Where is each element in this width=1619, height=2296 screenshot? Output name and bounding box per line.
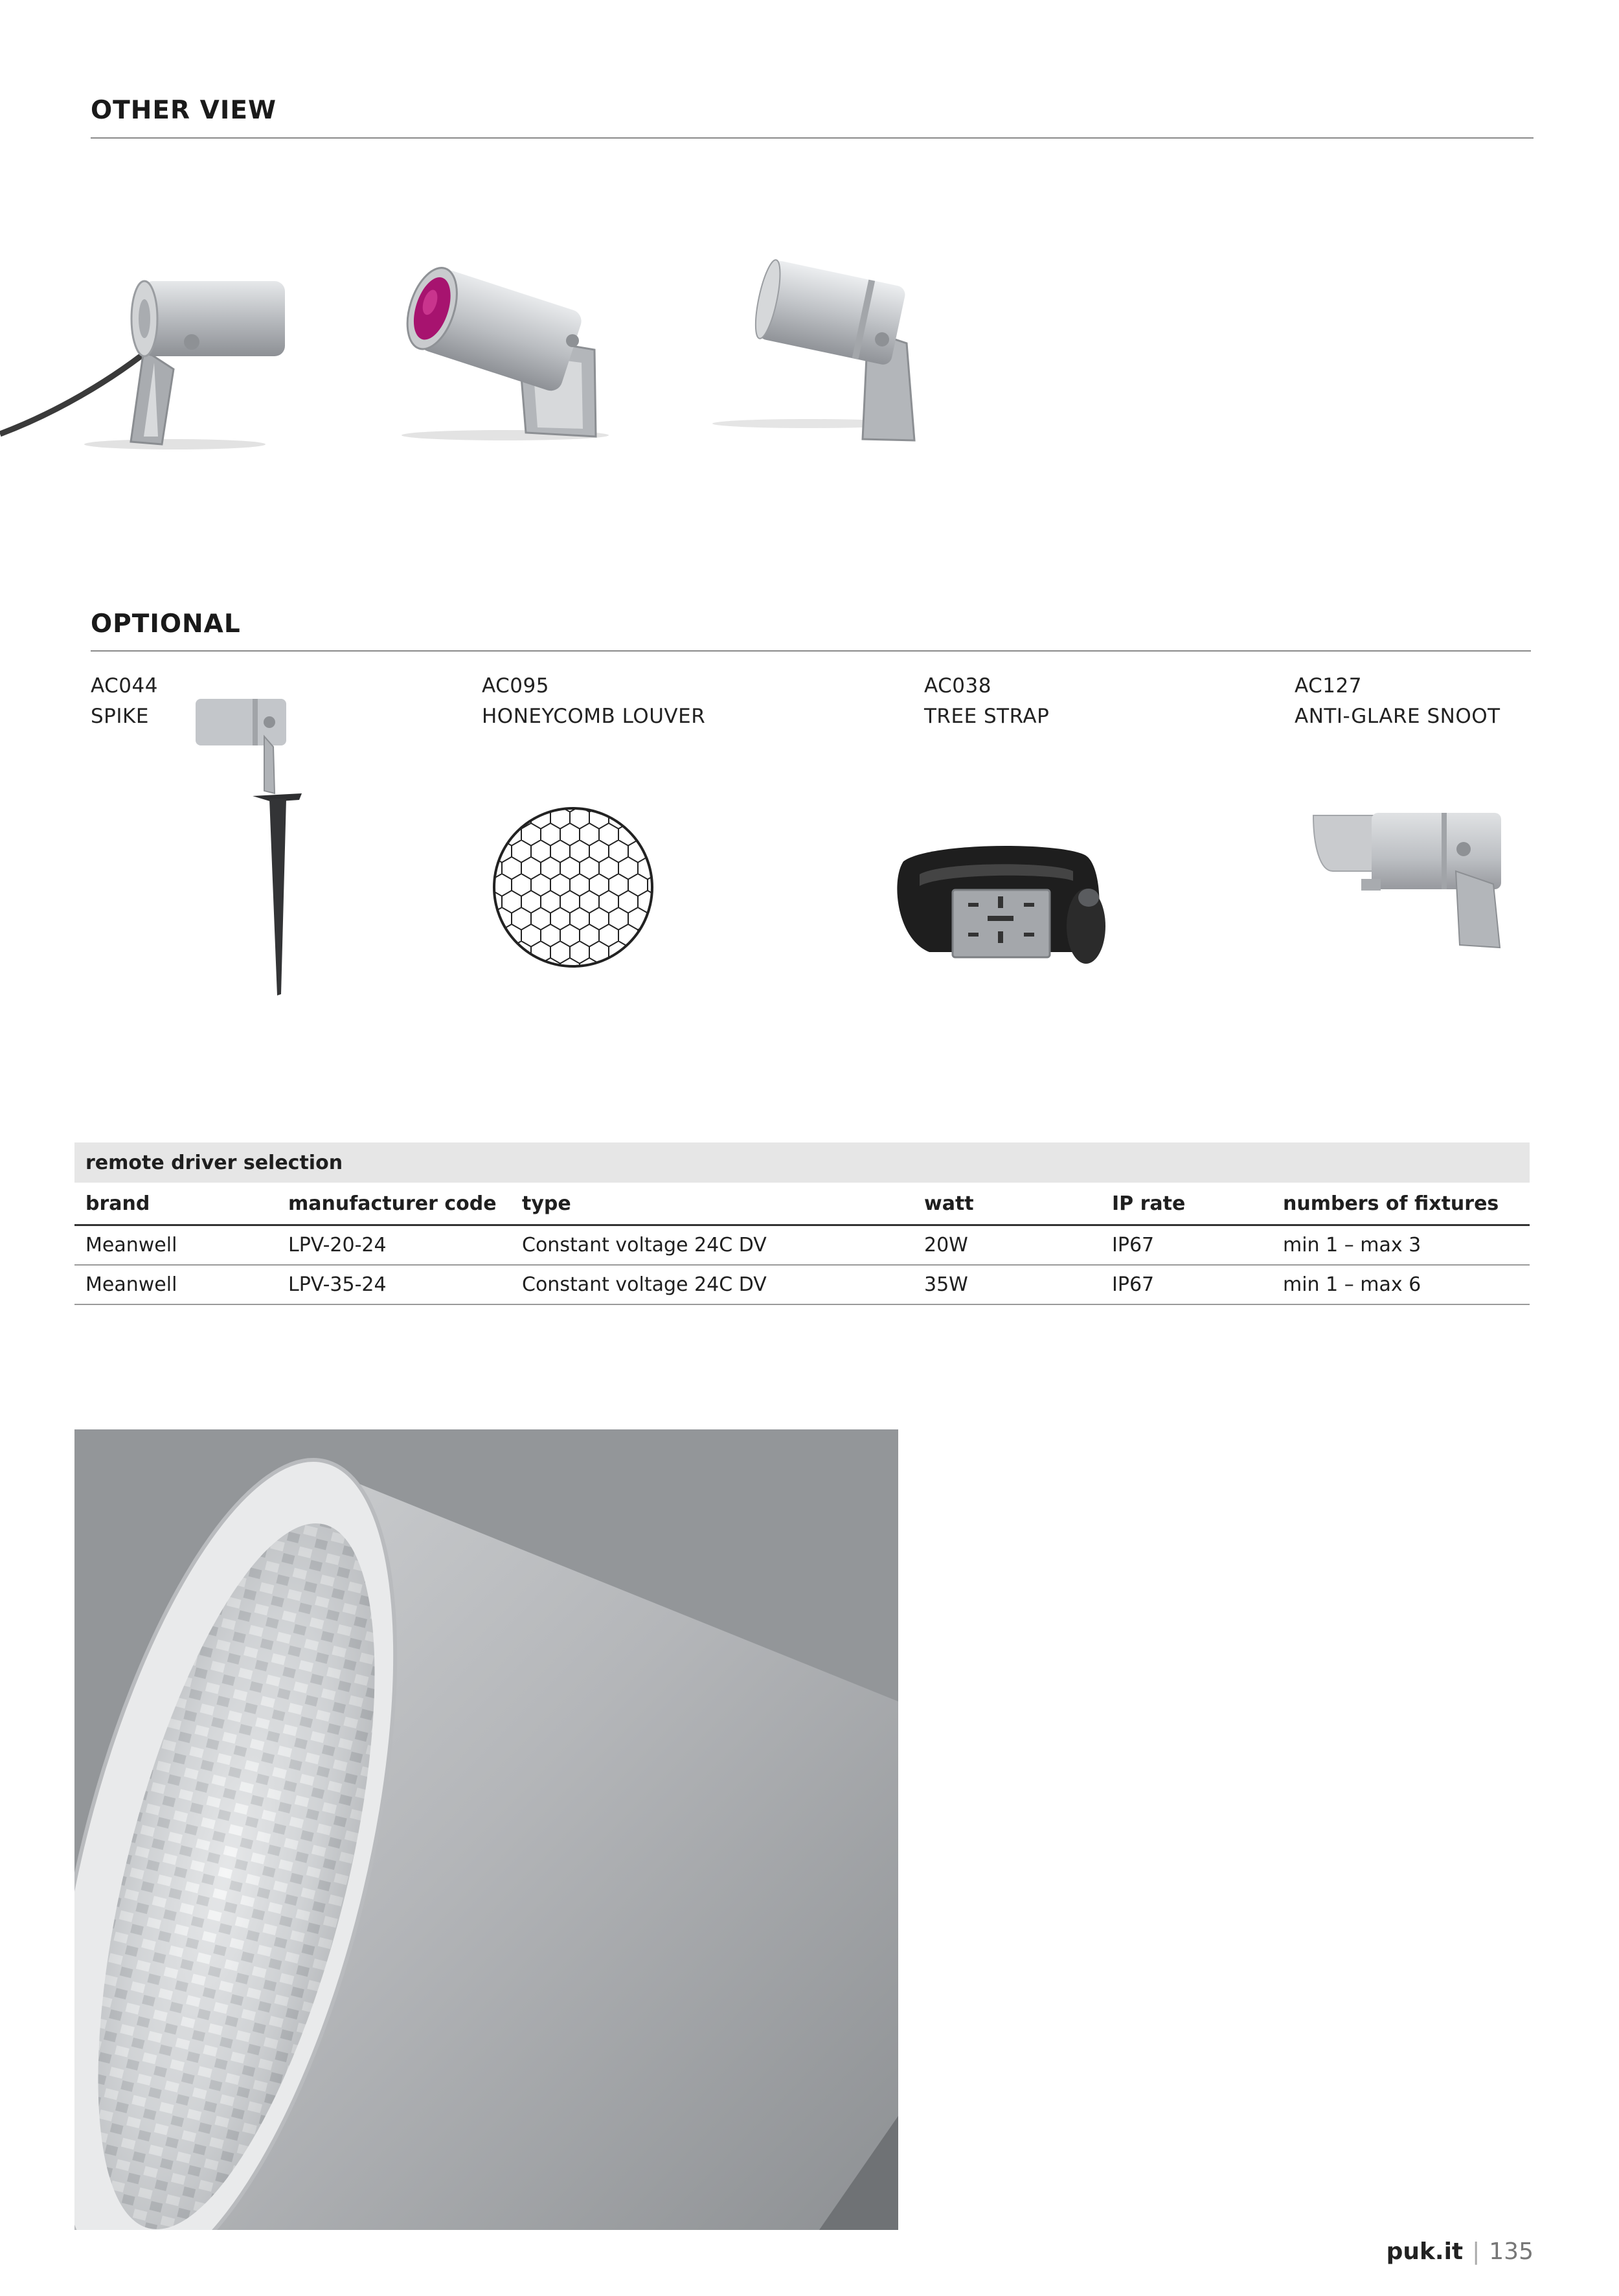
page-number: 135 — [1489, 2238, 1534, 2265]
col-header-manufacturer-code: manufacturer code — [277, 1183, 511, 1225]
cell-brand: Meanwell — [74, 1265, 277, 1304]
accessory-name: TREE STRAP — [924, 705, 1050, 728]
spike-image — [188, 696, 317, 1001]
accessory-code: AC095 — [482, 674, 549, 698]
accessory-name: SPIKE — [91, 705, 149, 728]
accessory-honeycomb-louver — [482, 671, 705, 732]
tree-strap-image — [890, 835, 1137, 978]
table-caption: remote driver selection — [74, 1142, 1530, 1183]
accessory-name: ANTI-GLARE SNOOT — [1295, 705, 1500, 728]
accessory-anti-glare-snoot — [1295, 671, 1500, 732]
optional-rule — [91, 650, 1531, 652]
product-view-side — [712, 259, 933, 453]
cell-fixtures: min 1 – max 6 — [1272, 1265, 1530, 1304]
cell-ip-rate: IP67 — [1101, 1225, 1272, 1266]
col-header-watt: watt — [913, 1183, 1101, 1225]
closeup-photo — [74, 1429, 898, 2230]
product-view-magenta-lens — [389, 259, 622, 453]
product-view-with-cable — [0, 253, 304, 460]
accessory-code: AC038 — [924, 674, 991, 698]
cell-brand: Meanwell — [74, 1225, 277, 1266]
cell-manufacturer-code: LPV-35-24 — [277, 1265, 511, 1304]
cell-watt: 35W — [913, 1265, 1101, 1304]
cell-type: Constant voltage 24C DV — [511, 1225, 913, 1266]
footer-separator: | — [1472, 2238, 1480, 2265]
table-row — [74, 1265, 1530, 1304]
cell-type: Constant voltage 24C DV — [511, 1265, 913, 1304]
col-header-numbers-of-fixtures: numbers of fixtures — [1272, 1183, 1530, 1225]
accessory-code: AC044 — [91, 674, 158, 698]
footer-site: puk.it — [1386, 2238, 1464, 2265]
accessory-name: HONEYCOMB LOUVER — [482, 705, 706, 728]
honeycomb-louver-image — [492, 806, 654, 968]
anti-glare-snoot-image — [1307, 806, 1521, 955]
table-row — [74, 1225, 1530, 1266]
remote-driver-table — [74, 1142, 1530, 1305]
cell-fixtures: min 1 – max 3 — [1272, 1225, 1530, 1266]
other-view-heading: OTHER VIEW — [91, 96, 277, 125]
cell-watt: 20W — [913, 1225, 1101, 1266]
page-footer — [1387, 2238, 1534, 2265]
accessory-spike — [91, 671, 158, 732]
other-view-rule — [91, 137, 1534, 139]
col-header-brand: brand — [74, 1183, 277, 1225]
optional-heading: OPTIONAL — [91, 609, 241, 639]
col-header-ip-rate: IP rate — [1101, 1183, 1272, 1225]
col-header-type: type — [511, 1183, 913, 1225]
accessory-tree-strap — [924, 671, 1049, 732]
cell-ip-rate: IP67 — [1101, 1265, 1272, 1304]
cell-manufacturer-code: LPV-20-24 — [277, 1225, 511, 1266]
accessory-code: AC127 — [1295, 674, 1362, 698]
